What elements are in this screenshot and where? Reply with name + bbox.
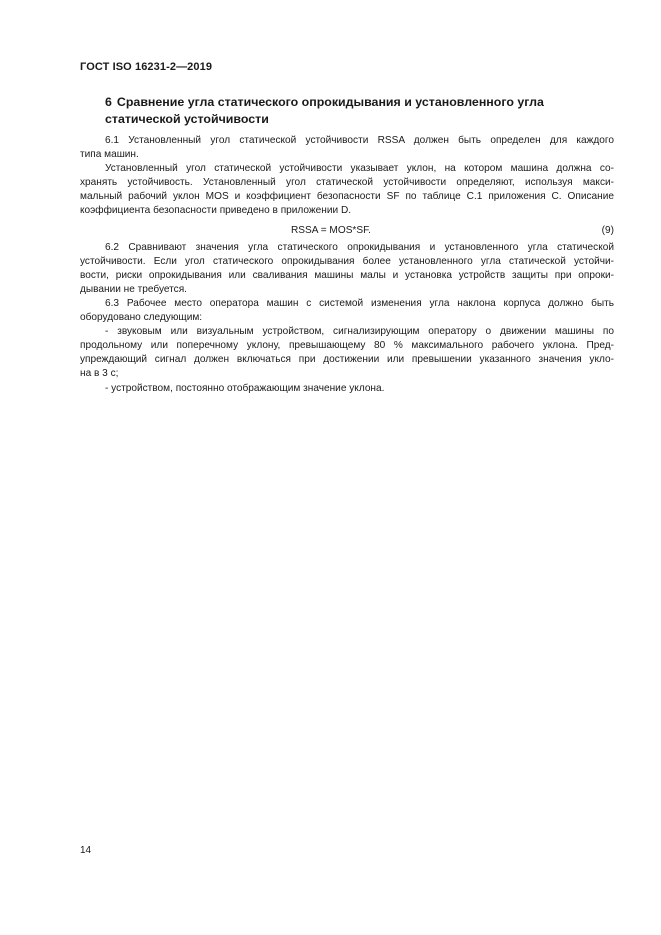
paragraph-line: устойчивости. Если угол статического опрокидывания более установленного угла статической устойчи- <box>80 255 614 267</box>
section-title-line-2: статической устойчивости <box>105 112 269 126</box>
paragraph-line: 6.1 Установленный угол статической устойчивости RSSA должен быть определен для каждого <box>105 135 614 146</box>
document-header: ГОСТ ISO 16231-2—2019 <box>80 61 213 73</box>
paragraph-line: упреждающий сигнал должен включаться при достижении или превышении указанного значения укло- <box>80 354 614 366</box>
formula-9 <box>80 219 614 241</box>
paragraph-line: 6.2 Сравнивают значения угла статического опрокидывания и установленного угла статической <box>105 241 614 253</box>
section-body <box>80 134 614 396</box>
paragraph-6-3 <box>80 297 614 325</box>
paragraph-line: - звуковым или визуальным устройством, сигнализирующим оператору о движении машины по <box>105 326 614 338</box>
paragraph-line: Установленный угол статической устойчивости указывает уклон, на котором машина должна со- <box>105 163 614 175</box>
paragraph-line: хранять устойчивость. Установленный угол статической устойчивости определяют, используя макси- <box>80 177 614 189</box>
section-title-line-1: Сравнение угла статического опрокидывания и установленного угла <box>116 95 544 109</box>
paragraph-6-2 <box>80 241 614 297</box>
page-number: 14 <box>80 845 92 856</box>
paragraph-line: дывании не требуется. <box>80 283 187 295</box>
paragraph-line: продольному или поперечному уклону, превышающему 80 % максимального рабочего уклона. Пред- <box>80 340 614 352</box>
formula-number: (9) <box>601 224 614 236</box>
paragraph-line: вости, риски опрокидывания или сваливания машины малы и установка устройств защиты при опроки- <box>80 269 614 281</box>
paragraph-line: мальный рабочий уклон MOS и коэффициент безопасности SF по таблице С.1 приложения С. Описание <box>80 191 614 203</box>
paragraph-line: оборудовано следующим: <box>80 312 203 324</box>
section-title <box>80 94 600 128</box>
section-number: 6 <box>105 95 112 109</box>
list-item-slope-display <box>80 382 614 396</box>
paragraph-line: - устройством, постоянно отображающим значение уклона. <box>105 382 385 394</box>
paragraph-line: типа машин. <box>80 149 139 161</box>
paragraph-definition <box>80 162 614 218</box>
paragraph-line: коэффициента безопасности приведено в приложении D. <box>80 205 352 217</box>
paragraph-line: на в 3 с; <box>80 368 119 380</box>
paragraph-6-1 <box>80 134 614 162</box>
formula-expression: RSSA = MOS*SF. <box>291 224 371 236</box>
list-item-sound-device <box>80 325 614 381</box>
paragraph-line: 6.3 Рабочее место оператора машин с системой изменения угла наклона корпуса должно быть <box>105 297 614 309</box>
